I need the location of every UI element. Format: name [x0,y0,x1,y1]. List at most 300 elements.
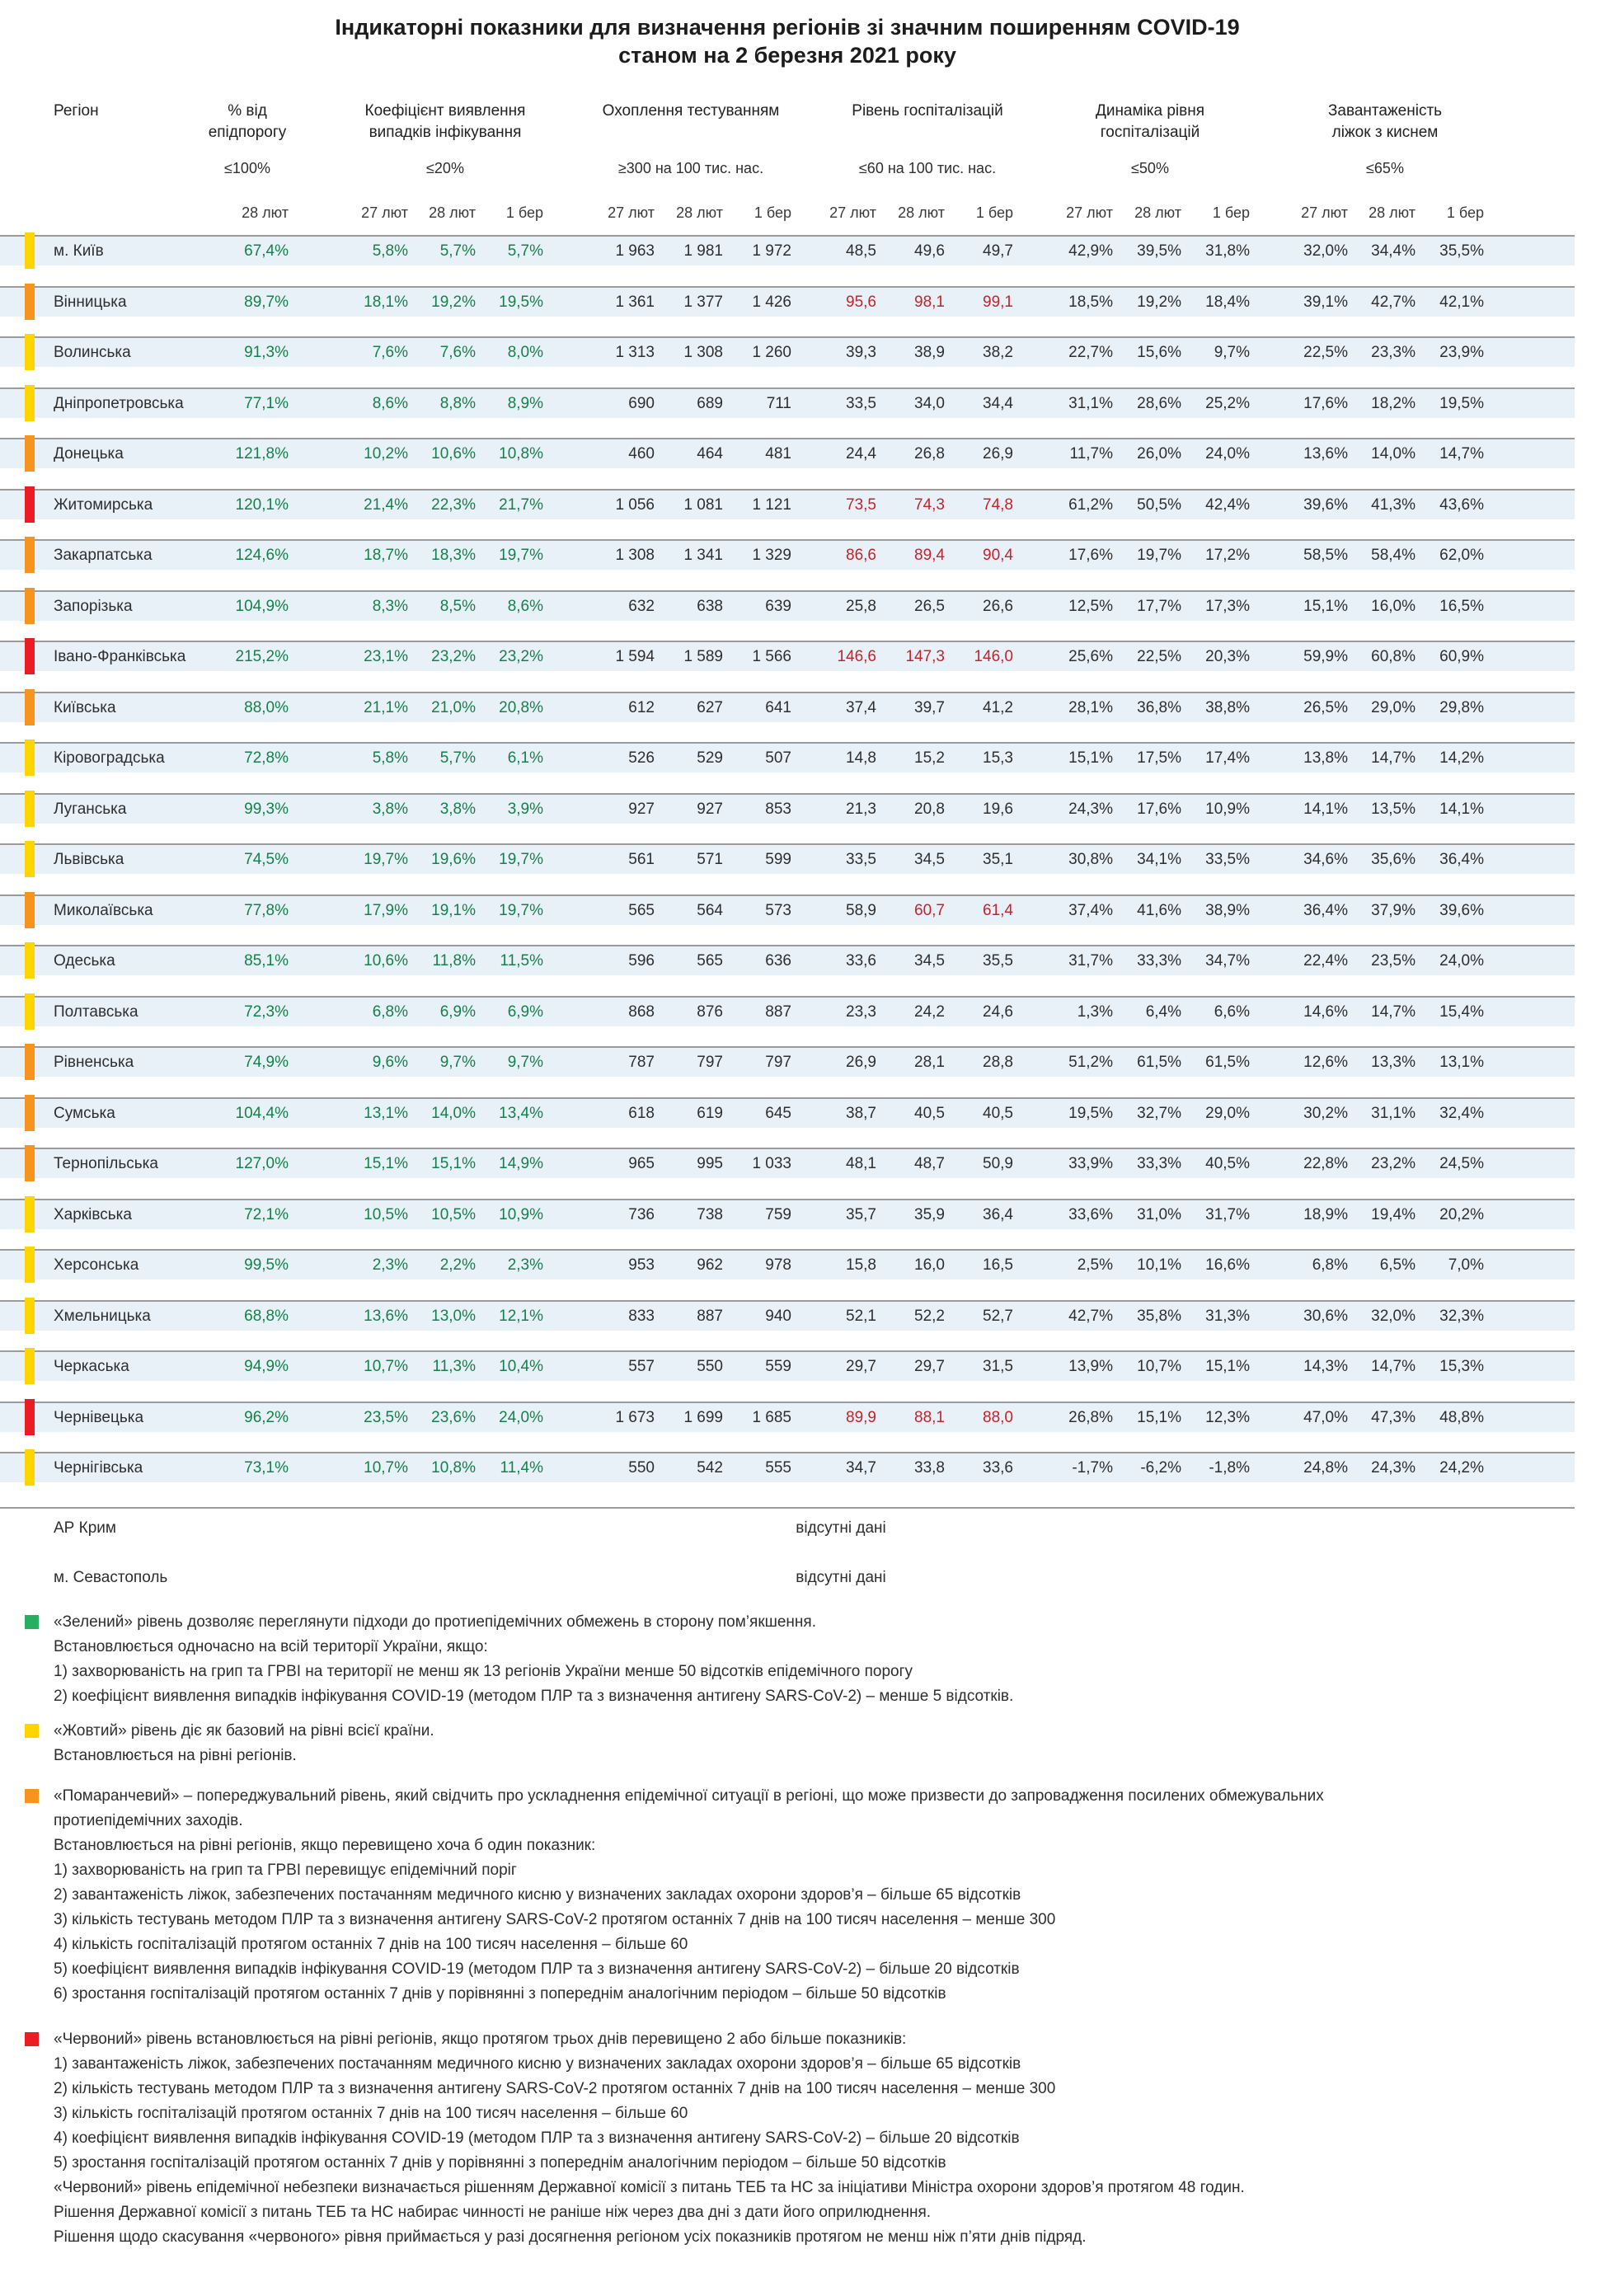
cell-test-1: 1 673 [615,1409,655,1426]
cell-dyn-3: -1,8% [1209,1459,1250,1477]
column-threshold-epid: ≤100% [224,160,270,176]
cell-coef-3: 6,9% [507,1003,543,1021]
cell-beds-3: 24,0% [1439,952,1484,970]
cell-dyn-3: 20,3% [1205,648,1250,665]
table-row-no-data [0,1514,1575,1544]
legend-text-orange-line9: 6) зростання госпіталізацій протягом останніх 7 днів у порівнянні з попереднім аналогічним періодом – більше 50 відсотків [54,1985,946,2003]
region-name: Вінницька [54,293,127,311]
cell-beds-3: 13,1% [1439,1054,1484,1071]
table-row [0,692,1575,722]
cell-test-1: 927 [628,801,655,818]
cell-dyn-3: 24,0% [1205,445,1250,462]
region-name: Харківська [54,1206,132,1223]
cell-test-3: 1 972 [752,242,791,260]
region-name: Чернівецька [54,1409,144,1426]
cell-hosp-3: 74,8 [983,496,1013,514]
cell-coef-3: 19,7% [499,547,543,564]
region-name: Луганська [54,801,127,818]
cell-coef-1: 8,6% [372,395,408,412]
table-row [0,438,1575,468]
cell-dyn-2: 33,3% [1137,952,1181,970]
cell-test-2: 738 [697,1206,723,1223]
cell-dyn-2: 41,6% [1137,902,1181,919]
cell-test-3: 573 [765,902,791,919]
cell-test-2: 565 [697,952,723,970]
cell-coef-1: 10,6% [364,952,408,970]
cell-hosp-2: 35,9 [914,1206,945,1223]
cell-coef-2: 7,6% [439,344,476,361]
level-indicator-yellow [25,1298,35,1334]
cell-coef-2: 8,5% [439,598,476,615]
cell-coef-3: 20,8% [499,699,543,716]
cell-dyn-3: 38,9% [1205,902,1250,919]
cell-beds-2: 13,5% [1371,801,1416,818]
level-indicator-orange [25,1044,35,1080]
cell-test-1: 736 [628,1206,655,1223]
cell-dyn-3: 42,4% [1205,496,1250,514]
cell-beds-3: 36,4% [1439,851,1484,868]
cell-coef-3: 10,9% [499,1206,543,1223]
table-row [0,1199,1575,1229]
cell-test-3: 1 121 [752,496,791,514]
cell-beds-1: 39,1% [1303,293,1348,311]
cell-hosp-1: 23,3 [846,1003,876,1021]
column-threshold-hosp: ≤60 на 100 тис. нас. [858,160,997,176]
cell-beds-3: 39,6% [1439,902,1484,919]
cell-beds-3: 43,6% [1439,496,1484,514]
cell-beds-2: 23,5% [1371,952,1416,970]
cell-test-2: 995 [697,1155,723,1172]
cell-coef-3: 24,0% [499,1409,543,1426]
cell-dyn-1: 11,7% [1069,445,1113,462]
page-title-line2: станом на 2 березня 2021 року [618,43,956,68]
cell-coef-1: 3,8% [372,801,408,818]
cell-beds-3: 42,1% [1439,293,1484,311]
cell-beds-1: 34,6% [1303,851,1348,868]
cell-dyn-1: 37,4% [1068,902,1113,919]
region-column-header: Регіон [54,102,99,120]
cell-beds-2: 23,2% [1371,1155,1416,1172]
cell-hosp-3: 35,5 [983,952,1013,970]
cell-beds-3: 60,9% [1439,648,1484,665]
region-name: АР Крим [54,1519,116,1537]
cell-coef-2: 10,6% [431,445,476,462]
cell-hosp-2: 49,6 [914,242,945,260]
cell-beds-3: 19,5% [1439,395,1484,412]
no-data-note: відсутні дані [796,1519,886,1537]
cell-test-1: 787 [628,1054,655,1071]
cell-coef-1: 18,7% [364,547,408,564]
legend-text-orange-line4: 1) захворюваність на грип та ГРВІ перевищує епідемічний поріг [54,1862,517,1879]
cell-test-3: 940 [765,1308,791,1325]
cell-coef-1: 13,6% [364,1308,408,1325]
cell-beds-1: 59,9% [1303,648,1348,665]
cell-dyn-2: 36,8% [1137,699,1181,716]
region-name: Волинська [54,344,131,361]
cell-coef-2: 11,3% [432,1358,476,1375]
cell-test-3: 978 [765,1256,791,1274]
cell-beds-1: 13,8% [1303,749,1348,767]
cell-hosp-3: 61,4 [983,902,1013,919]
cell-dyn-3: 10,9% [1205,801,1250,818]
cell-test-1: 833 [628,1308,655,1325]
cell-beds-2: 42,7% [1371,293,1416,311]
cell-coef-2: 3,8% [439,801,476,818]
cell-test-2: 962 [697,1256,723,1274]
cell-beds-2: 24,3% [1371,1459,1416,1477]
cell-hosp-1: 48,5 [846,242,876,260]
cell-test-1: 526 [628,749,655,767]
cell-hosp-3: 52,7 [983,1308,1013,1325]
cell-dyn-1: 1,3% [1077,1003,1113,1021]
cell-test-1: 1 963 [615,242,655,260]
cell-beds-3: 29,8% [1439,699,1484,716]
cell-beds-1: 24,8% [1303,1459,1348,1477]
column-group-title-hosp: Рівень госпіталізацій [852,102,1003,120]
cell-epid-1: 99,5% [244,1256,289,1274]
cell-coef-3: 2,3% [507,1256,543,1274]
table-row [0,742,1575,772]
date-header-beds-1: 27 лют [1301,204,1348,221]
region-name: Івано-Франківська [54,648,186,665]
cell-coef-3: 21,7% [499,496,543,514]
level-indicator-orange [25,588,35,624]
cell-epid-1: 99,3% [244,801,289,818]
cell-dyn-1: 61,2% [1068,496,1113,514]
level-indicator-yellow [25,334,35,370]
legend-text-red-line5: 4) коефіцієнт виявлення випадків інфікування COVID-19 (методом ПЛР та з визначення антигену SARS-CoV-2) – більше 20 відсотків [54,2129,1020,2147]
cell-beds-3: 32,3% [1439,1308,1484,1325]
date-header-dyn-3: 1 бер [1212,204,1250,221]
region-name: Запорізька [54,598,133,615]
cell-test-2: 564 [697,902,723,919]
cell-coef-2: 19,6% [431,851,476,868]
cell-hosp-1: 29,7 [846,1358,876,1375]
cell-test-1: 868 [628,1003,655,1021]
cell-dyn-3: 40,5% [1205,1155,1250,1172]
cell-epid-1: 68,8% [244,1308,289,1325]
cell-epid-1: 127,0% [235,1155,289,1172]
table-row [0,843,1575,874]
cell-dyn-2: 61,5% [1137,1054,1181,1071]
cell-coef-1: 10,5% [364,1206,408,1223]
cell-coef-1: 13,1% [364,1105,408,1122]
cell-hosp-1: 37,4 [846,699,876,716]
region-name: Закарпатська [54,547,153,564]
cell-coef-1: 9,6% [372,1054,408,1071]
cell-coef-3: 10,4% [499,1358,543,1375]
level-indicator-orange [25,284,35,320]
cell-dyn-3: 38,8% [1205,699,1250,716]
cell-coef-3: 9,7% [507,1054,543,1071]
legend-text-red-line7: «Червоний» рівень епідемічної небезпеки визначається рішенням Державної комісії з питань ТЕБ та НС за ініціативи Міністра охорони здоров’я протягом 48 годин. [54,2179,1245,2196]
cell-hosp-1: 38,7 [846,1105,876,1122]
cell-beds-1: 30,6% [1303,1308,1348,1325]
cell-hosp-2: 39,7 [914,699,945,716]
legend-text-green-line3: 1) захворюваність на грип та ГРВІ на території не менш як 13 регіонів України менше 50 відсотків епідемічного порогу [54,1663,913,1680]
cell-coef-3: 8,0% [507,344,543,361]
cell-beds-1: 14,3% [1303,1358,1348,1375]
legend-text-red-line1: «Червоний» рівень встановлюється на рівні регіонів, якщо протягом трьох днів перевищено 2 або більше показників: [54,2031,907,2048]
cell-beds-1: 18,9% [1303,1206,1348,1223]
cell-beds-2: 14,7% [1371,1358,1416,1375]
cell-dyn-3: 33,5% [1205,851,1250,868]
cell-coef-2: 23,2% [431,648,476,665]
legend-square-green [25,1615,39,1629]
cell-dyn-3: 25,2% [1205,395,1250,412]
cell-test-3: 599 [765,851,791,868]
legend-text-green-line2: Встановлюється одночасно на всій території України, якщо: [54,1638,488,1655]
cell-dyn-2: 34,1% [1137,851,1181,868]
cell-test-1: 1 056 [615,496,655,514]
cell-hosp-2: 24,2 [914,1003,945,1021]
cell-test-3: 1 685 [752,1409,791,1426]
cell-dyn-1: 31,1% [1068,395,1113,412]
level-indicator-yellow [25,385,35,421]
table-row [0,1402,1575,1432]
cell-beds-1: 36,4% [1303,902,1348,919]
cell-coef-3: 12,1% [499,1308,543,1325]
cell-beds-2: 47,3% [1371,1409,1416,1426]
level-indicator-yellow [25,993,35,1030]
cell-coef-1: 23,5% [364,1409,408,1426]
table-row [0,793,1575,824]
cell-dyn-1: 31,7% [1068,952,1113,970]
table-row [0,1452,1575,1482]
table-footer-separator [0,1507,1575,1509]
cell-test-2: 797 [697,1054,723,1071]
legend-text-green-line4: 2) коефіцієнт виявлення випадків інфікування COVID-19 (методом ПЛР та з визначення антигену SARS-CoV-2) – менше 5 відсотків. [54,1688,1014,1705]
legend-text-green-line1: «Зелений» рівень дозволяє переглянути підходи до протиепідемічних обмежень в сторону пом’якшення. [54,1613,816,1631]
cell-hosp-1: 21,3 [846,801,876,818]
legend-text-orange-line2: протиепідемічних заходів. [54,1812,243,1829]
cell-test-1: 965 [628,1155,655,1172]
cell-beds-2: 14,0% [1371,445,1416,462]
date-header-test-3: 1 бер [754,204,791,221]
date-header-test-1: 27 лют [608,204,655,221]
cell-hosp-3: 146,0 [974,648,1013,665]
cell-hosp-2: 34,0 [914,395,945,412]
cell-beds-2: 31,1% [1371,1105,1416,1122]
cell-epid-1: 89,7% [244,293,289,311]
date-header-test-2: 28 лют [676,204,723,221]
level-indicator-yellow [25,791,35,827]
cell-epid-1: 72,3% [244,1003,289,1021]
cell-dyn-3: 16,6% [1205,1256,1250,1274]
cell-beds-2: 32,0% [1371,1308,1416,1325]
cell-test-2: 876 [697,1003,723,1021]
cell-coef-2: 2,2% [439,1256,476,1274]
cell-dyn-2: 31,0% [1137,1206,1181,1223]
cell-dyn-1: 15,1% [1068,749,1113,767]
cell-beds-2: 58,4% [1371,547,1416,564]
cell-coef-3: 14,9% [499,1155,543,1172]
cell-coef-2: 22,3% [431,496,476,514]
cell-dyn-3: 18,4% [1205,293,1250,311]
cell-coef-3: 11,4% [500,1459,543,1477]
level-indicator-orange [25,892,35,928]
column-group-title-coef: Коефіцієнт виявлення [364,102,526,120]
region-name: Херсонська [54,1256,139,1274]
cell-beds-2: 29,0% [1371,699,1416,716]
cell-beds-1: 17,6% [1303,395,1348,412]
cell-coef-2: 6,9% [439,1003,476,1021]
cell-dyn-2: 6,4% [1145,1003,1181,1021]
region-name: Дніпропетровська [54,395,184,412]
cell-coef-2: 15,1% [431,1155,476,1172]
region-name: Одеська [54,952,115,970]
cell-dyn-2: 50,5% [1137,496,1181,514]
legend-square-red [25,2032,39,2046]
cell-dyn-1: 26,8% [1068,1409,1113,1426]
cell-epid-1: 73,1% [244,1459,289,1477]
cell-hosp-1: 35,7 [846,1206,876,1223]
cell-test-2: 1 699 [683,1409,723,1426]
cell-hosp-1: 14,8 [846,749,876,767]
column-group-title-dyn: госпіталізацій [1100,124,1200,141]
level-indicator-orange [25,1095,35,1131]
cell-dyn-2: 17,5% [1137,749,1181,767]
cell-coef-2: 21,0% [431,699,476,716]
cell-hosp-2: 34,5 [914,851,945,868]
cell-test-1: 690 [628,395,655,412]
region-name: Тернопільська [54,1155,158,1172]
cell-test-3: 639 [765,598,791,615]
cell-test-2: 627 [697,699,723,716]
legend-text-red-line3: 2) кількість тестувань методом ПЛР та з визначення антигену SARS-CoV-2 протягом останніх 7 днів на 100 тисяч населення – менше 300 [54,2080,1056,2097]
cell-beds-1: 58,5% [1303,547,1348,564]
region-name: Сумська [54,1105,115,1122]
cell-coef-2: 9,7% [439,1054,476,1071]
cell-hosp-2: 74,3 [914,496,945,514]
cell-test-1: 460 [628,445,655,462]
cell-coef-2: 10,8% [431,1459,476,1477]
cell-beds-2: 23,3% [1371,344,1416,361]
cell-test-1: 557 [628,1358,655,1375]
cell-epid-1: 94,9% [244,1358,289,1375]
cell-coef-3: 6,1% [507,749,543,767]
no-data-note: відсутні дані [796,1569,886,1586]
cell-test-1: 561 [628,851,655,868]
cell-hosp-3: 33,6 [983,1459,1013,1477]
cell-hosp-3: 88,0 [983,1409,1013,1426]
legend-square-orange [25,1789,39,1803]
cell-test-1: 1 594 [615,648,655,665]
column-threshold-dyn: ≤50% [1131,160,1169,176]
cell-coef-2: 13,0% [431,1308,476,1325]
cell-coef-2: 5,7% [439,749,476,767]
cell-hosp-1: 15,8 [846,1256,876,1274]
legend-text-orange-line6: 3) кількість тестувань методом ПЛР та з визначення антигену SARS-CoV-2 протягом останніх 7 днів на 100 тисяч населення – менше 300 [54,1911,1056,1928]
cell-hosp-1: 33,6 [846,952,876,970]
region-name: Київська [54,699,116,716]
cell-test-1: 612 [628,699,655,716]
level-indicator-yellow [25,841,35,877]
legend-text-orange-line5: 2) завантаженість ліжок, забезпечених постачанням медичного кисню у визначених закладах охорони здоров’я – більше 65 відсотків [54,1886,1021,1904]
cell-hosp-1: 39,3 [846,344,876,361]
cell-test-3: 1 033 [752,1155,791,1172]
cell-epid-1: 124,6% [235,547,289,564]
cell-epid-1: 72,1% [244,1206,289,1223]
cell-hosp-3: 36,4 [983,1206,1013,1223]
cell-dyn-3: 17,4% [1205,749,1250,767]
cell-dyn-1: 33,9% [1068,1155,1113,1172]
column-group-title-coef: випадків інфікування [369,124,522,141]
region-name: Полтавська [54,1003,139,1021]
cell-beds-2: 18,2% [1371,395,1416,412]
cell-dyn-3: 12,3% [1205,1409,1250,1426]
cell-coef-2: 10,5% [431,1206,476,1223]
level-indicator-red [25,638,35,674]
column-threshold-beds: ≤65% [1366,160,1404,176]
legend-text-red-line6: 5) зростання госпіталізацій протягом останніх 7 днів у порівнянні з попереднім аналогічним періодом – більше 50 відсотків [54,2154,946,2172]
cell-beds-3: 14,7% [1439,445,1484,462]
cell-dyn-1: 42,9% [1068,242,1113,260]
cell-beds-2: 35,6% [1371,851,1416,868]
cell-coef-1: 21,1% [364,699,408,716]
cell-coef-3: 13,4% [499,1105,543,1122]
date-header-dyn-1: 27 лют [1066,204,1113,221]
cell-test-3: 1 566 [752,648,791,665]
cell-dyn-1: 18,5% [1068,293,1113,311]
cell-test-1: 1 313 [615,344,655,361]
cell-dyn-2: 33,3% [1137,1155,1181,1172]
cell-test-2: 529 [697,749,723,767]
table-row [0,235,1575,265]
cell-hosp-3: 24,6 [983,1003,1013,1021]
cell-dyn-1: -1,7% [1072,1459,1113,1477]
level-indicator-red [25,486,35,523]
cell-hosp-1: 52,1 [846,1308,876,1325]
level-indicator-yellow [25,942,35,979]
cell-beds-1: 22,5% [1303,344,1348,361]
cell-coef-3: 8,9% [507,395,543,412]
cell-test-2: 1 377 [683,293,723,311]
cell-epid-1: 67,4% [244,242,289,260]
cell-hosp-1: 24,4 [846,445,876,462]
region-name: м. Севастополь [54,1569,168,1586]
cell-epid-1: 85,1% [244,952,289,970]
cell-coef-1: 8,3% [372,598,408,615]
cell-test-1: 632 [628,598,655,615]
cell-test-2: 1 589 [683,648,723,665]
cell-hosp-3: 35,1 [983,851,1013,868]
cell-test-1: 550 [628,1459,655,1477]
cell-hosp-2: 98,1 [914,293,945,311]
cell-test-1: 953 [628,1256,655,1274]
cell-dyn-2: 19,7% [1137,547,1181,564]
cell-beds-1: 14,6% [1303,1003,1348,1021]
cell-dyn-1: 28,1% [1068,699,1113,716]
cell-hosp-1: 26,9 [846,1054,876,1071]
level-indicator-orange [25,435,35,472]
table-row [0,286,1575,317]
cell-hosp-2: 48,7 [914,1155,945,1172]
cell-beds-3: 15,3% [1439,1358,1484,1375]
cell-dyn-3: 31,7% [1205,1206,1250,1223]
cell-dyn-3: 61,5% [1205,1054,1250,1071]
cell-dyn-1: 42,7% [1068,1308,1113,1325]
legend-text-red-line9: Рішення щодо скасування «червоного» рівня приймається у разі досягнення регіоном усіх показників протягом не менш ніж п’яти днів підряд. [54,2228,1087,2246]
cell-test-3: 507 [765,749,791,767]
cell-coef-3: 5,7% [507,242,543,260]
cell-beds-3: 23,9% [1439,344,1484,361]
cell-dyn-2: 17,6% [1137,801,1181,818]
cell-dyn-1: 33,6% [1068,1206,1113,1223]
level-indicator-yellow [25,232,35,269]
legend-text-red-line2: 1) завантаженість ліжок, забезпечених постачанням медичного кисню у визначених закладах охорони здоров’я – більше 65 відсотків [54,2055,1021,2073]
table-row [0,641,1575,671]
